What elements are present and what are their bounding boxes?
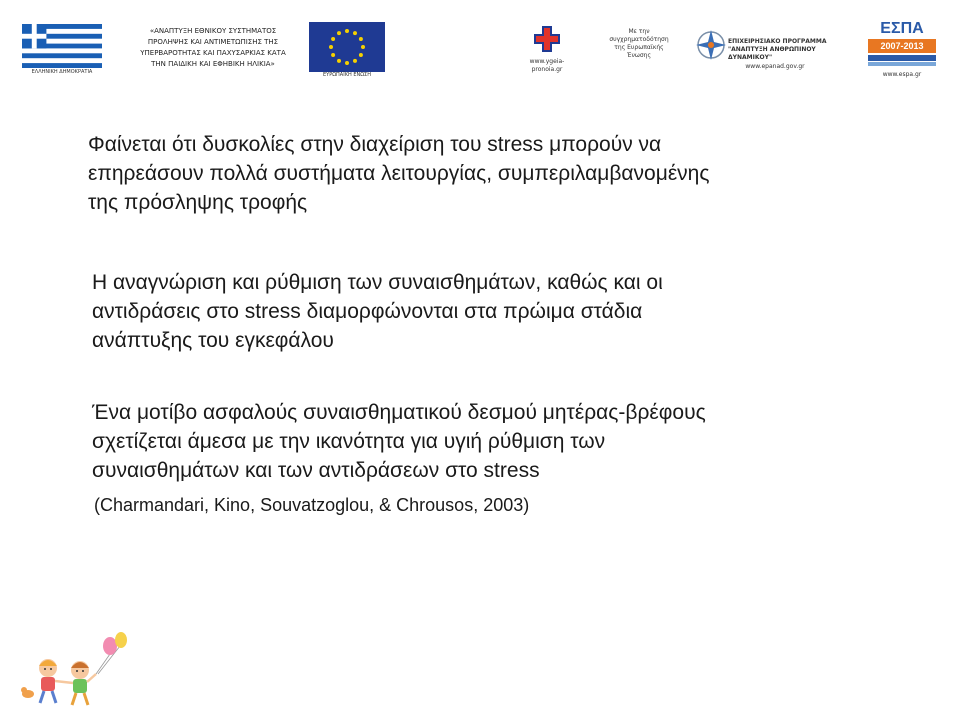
paragraph-2: Η αναγνώριση και ρύθμιση των συναισθημάτων, καθώς και οι αντιδράσεις στο stress διαμορφώνονται στα πρώιμα στάδια ανάπτυξης του εγκεφάλου [92,271,663,352]
greek-flag-icon [22,24,102,68]
espa-stripe [868,55,936,61]
paragraph-3: Ένα μοτίβο ασφαλούς συναισθηματικού δεσμού μητέρας-βρέφους σχετίζεται άμεσα με την ικανότητα για υγιή ρύθμιση των συναισθημάτων και των αντιδράσεων στο stress [92,401,706,482]
espa-stripe-light [868,62,936,66]
ministry-url: www.ygeia- pronoia.gr [529,58,565,73]
citation: (Charmandari, Kino, Souvatzoglou, & Chrousos, 2003) [94,495,530,515]
programme-compass-icon [694,28,728,62]
eu-flag-caption: ΕΥΡΩΠΑΪΚΗ ΕΝΩΣΗ [323,72,371,78]
ministry-logo-icon [529,24,565,54]
espa-years: 2007-2013 [868,39,936,53]
espa-title: ΕΣΠΑ [880,20,924,37]
project-title: «ΑΝΑΠΤΥΞΗ ΕΘΝΙΚΟΥ ΣΥΣΤΗΜΑΤΟΣ ΠΡΟΛΗΨΗΣ ΚΑΙ ΑΝΤΙΜΕΤΩΠΙΣΗΣ ΤΗΣ ΥΠΕΡΒΑΡΟΤΗΤΑΣ ΚΑΙ ΠΑΧΥΣΑΡΚΙΑΣ ΚΑΤΑ ΤΗΝ ΠΑΙΔΙΚΗ ΚΑΙ ΕΦΗΒΙΚΗ ΗΛΙΚΙΑ» [140,27,286,68]
paragraph-1: Φαίνεται ότι δυσκολίες στην διαχείριση του stress μπορούν να επηρεάσουν πολλά συστήματα λειτουργίας, συμπεριλαμβανομένης της πρόσληψης τροφής [88,133,710,214]
greek-flag-caption: ΕΛΛΗΝΙΚΗ ΔΗΜΟΚΡΑΤΙΑ [31,69,93,75]
espa-logo [864,20,940,70]
espa-url: www.espa.gr [882,71,922,78]
cofunding-text: Με την συγχρηματοδότηση της Ευρωπαϊκής Ένωσης [609,28,669,59]
programme-url: www.epanad.gov.gr [745,63,805,70]
programme-text: ΕΠΙΧΕΙΡΗΣΙΑΚΟ ΠΡΟΓΡΑΜΜΑ "ΑΝΑΠΤΥΞΗ ΑΝΘΡΩΠΙΝΟΥ ΔΥΝΑΜΙΚΟΥ" [728,38,827,61]
children-balloons-illustration [18,628,130,710]
eu-flag-icon [309,22,385,72]
